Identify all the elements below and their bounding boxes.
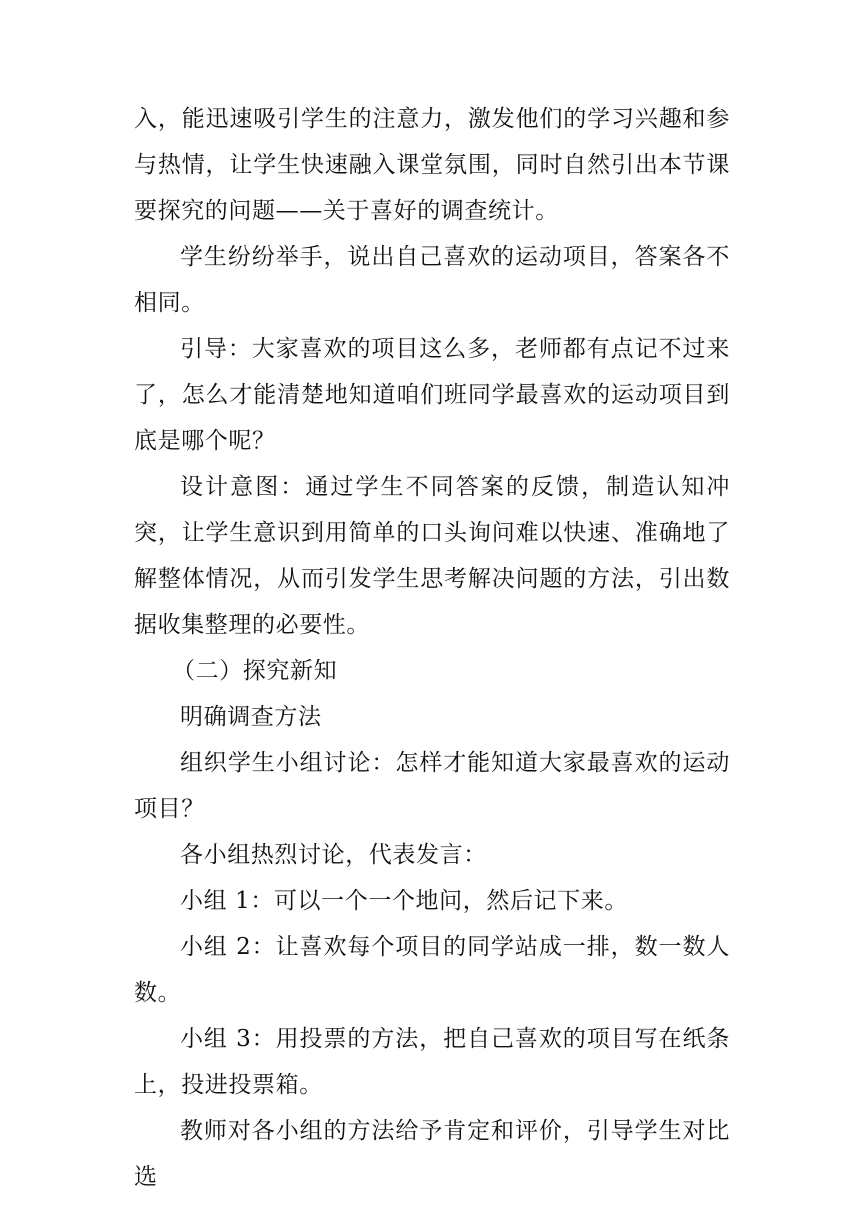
paragraph-group-1: 小组 1：可以一个一个地问，然后记下来。 <box>180 888 628 914</box>
paragraph-teacher-evaluation: 教师对各小组的方法给予肯定和评价，引导学生对比选 <box>134 1118 730 1190</box>
paragraph-student-responses: 学生纷纷举手，说出自己喜欢的运动项目，答案各不相同。 <box>134 244 730 316</box>
document-body <box>134 96 730 1200</box>
paragraph-group-3: 小组 3：用投票的方法，把自己喜欢的项目写在纸条上，投进投票箱。 <box>134 1026 730 1098</box>
paragraph-continuation: 入，能迅速吸引学生的注意力，激发他们的学习兴趣和参与热情，让学生快速融入课堂氛围，同时自然引出本节课要探究的问题——关于喜好的调查统计。 <box>134 106 730 224</box>
subsection-heading: 明确调查方法 <box>180 704 322 730</box>
paragraph-design-intent: 设计意图：通过学生不同答案的反馈，制造认知冲突，让学生意识到用简单的口头询问难以快速、准确地了解整体情况，从而引发学生思考解决问题的方法，引出数据收集整理的必要性。 <box>134 474 730 638</box>
paragraph-teacher-guidance: 引导：大家喜欢的项目这么多，老师都有点记不过来了，怎么才能清楚地知道咱们班同学最喜欢的运动项目到底是哪个呢？ <box>134 336 730 454</box>
paragraph-group-2: 小组 2：让喜欢每个项目的同学站成一排，数一数人数。 <box>134 934 730 1006</box>
section-heading: （二）探究新知 <box>172 658 338 684</box>
paragraph-group-reports: 各小组热烈讨论，代表发言： <box>180 842 487 868</box>
paragraph-group-discussion: 组织学生小组讨论：怎样才能知道大家最喜欢的运动项目？ <box>134 750 730 822</box>
